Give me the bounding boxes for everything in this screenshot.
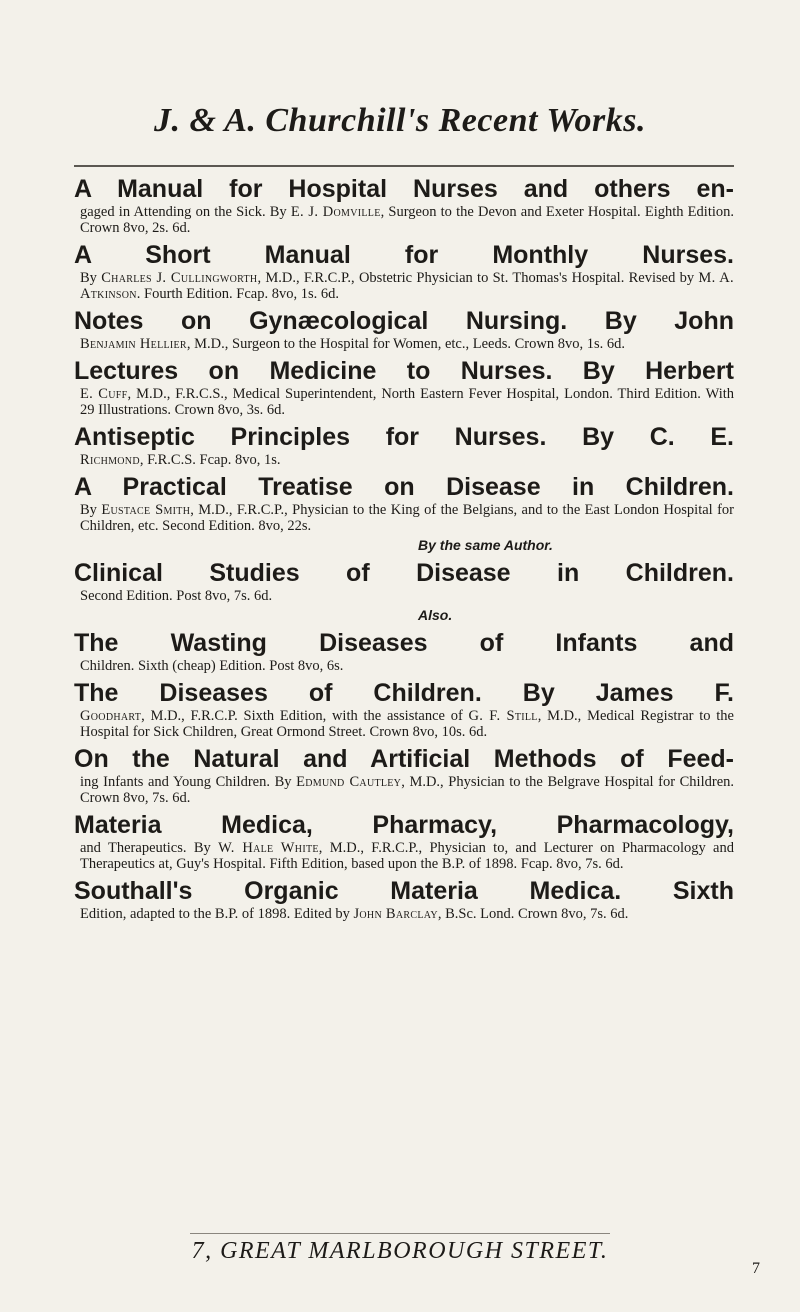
assistant-name: G. F. Still [468,708,538,724]
book-description: Richmond, F.R.C.S. Fcap. 8vo, 1s. [80,452,281,468]
book-description: Children. Sixth (cheap) Edition. Post 8vo, 6s. [80,658,344,674]
book-title: Lectures on Medicine to Nurses. By Herbert [74,357,734,385]
book-entry [74,744,734,806]
book-title: The Wasting Diseases of Infants and [74,629,734,657]
book-description: ing Infants and Young Children. By Edmund Cautley, M.D., Physician to the Belgrave Hospital for Children. Crown 8vo, 7s. 6d. [80,774,735,806]
book-description: By Charles J. Cullingworth, M.D., F.R.C.P., Obstetric Physician to St. Thomas's Hospital. Revised by M. A. Atkinson. Fourth Edition. Fcap. 8vo, 1s. 6d. [80,270,734,302]
book-description: Benjamin Hellier, M.D., Surgeon to the Hospital for Women, etc., Leeds. Crown 8vo, 1s. 6d. [80,336,625,352]
book-title: A Short Manual for Monthly Nurses. [74,241,734,269]
page-number: 7 [752,1260,760,1277]
book-title: On the Natural and Artificial Methods of Feed- [74,745,734,773]
book-entry [74,174,734,236]
editor-name: John Barclay [353,906,438,922]
book-description: By Eustace Smith, M.D., F.R.C.P., Physician to the King of the Belgians, and to the East London Hospital for Children, etc. Second Edition. 8vo, 22s. [80,502,735,534]
book-description: E. Cuff, M.D., F.R.C.S., Medical Superintendent, North Eastern Fever Hospital, London. Third Edition. With 29 Illustrations. Crown 8vo, 3s. 6d. [80,386,735,418]
book-entry [74,472,734,554]
author-name: Richmond [80,452,140,468]
book-title: Southall's Organic Materia Medica. Sixth [74,877,734,905]
book-title: Materia Medica, Pharmacy, Pharmacology, [74,811,734,839]
reviser-name: M. A. Atkinson [80,270,734,302]
author-name: Edmund Cautley [296,774,402,790]
author-name: Benjamin Hellier [80,336,187,352]
author-name: E. Cuff [80,386,128,402]
book-description: Goodhart, M.D., F.R.C.P. Sixth Edition, with the assistance of G. F. Still, M.D., Medical Registrar to the Hospital for Sick Children, Great Ormond Street. Crown 8vo, 10s. 6d. [80,708,734,740]
book-title: A Manual for Hospital Nurses and others en- [74,175,734,203]
book-title: Clinical Studies of Disease in Children. [74,559,734,587]
book-description: Edition, adapted to the B.P. of 1898. Edited by John Barclay, B.Sc. Lond. Crown 8vo, 7s. 6d. [80,906,629,922]
also-note: Also. [418,607,453,623]
book-title: The Diseases of Children. By James F. [74,679,734,707]
book-description: gaged in Attending on the Sick. By E. J. Domville, Surgeon to the Devon and Exeter Hospital. Eighth Edition. Crown 8vo, 2s. 6d. [80,204,735,236]
book-title: Antiseptic Principles for Nurses. By C. E. [74,423,734,451]
book-entry [74,306,734,352]
book-entry [74,356,734,418]
same-author-note: By the same Author. [418,537,553,553]
author-name: E. J. Domville [290,204,381,220]
book-entry [74,810,734,872]
publisher-address: 7, GREAT MARLBOROUGH STREET. [191,1238,609,1264]
book-entry [74,422,734,468]
author-name: Goodhart [80,708,142,724]
book-list [74,174,734,926]
author-name: Eustace Smith [101,502,191,518]
author-name: W. Hale White [218,840,319,856]
book-entry [74,678,734,740]
footer-rule [190,1233,610,1234]
book-title: Notes on Gynæcological Nursing. By John [74,307,734,335]
book-entry [74,240,734,302]
header-rule [74,165,734,167]
book-entry [74,628,734,674]
book-entry [74,876,734,922]
book-title: A Practical Treatise on Disease in Children. [74,473,734,501]
running-head: J. & A. Churchill's Recent Works. [154,102,646,139]
book-entry [74,558,734,624]
book-description: and Therapeutics. By W. Hale White, M.D., F.R.C.P., Physician to, and Lecturer on Pharmacology and Therapeutics at, Guy's Hospital. Fifth Edition, based upon the B.P. of 1898. Fcap. 8vo, 7s. 6d. [80,840,734,872]
book-description: Second Edition. Post 8vo, 7s. 6d. [80,588,273,604]
author-name: Charles J. Cullingworth [101,270,258,286]
